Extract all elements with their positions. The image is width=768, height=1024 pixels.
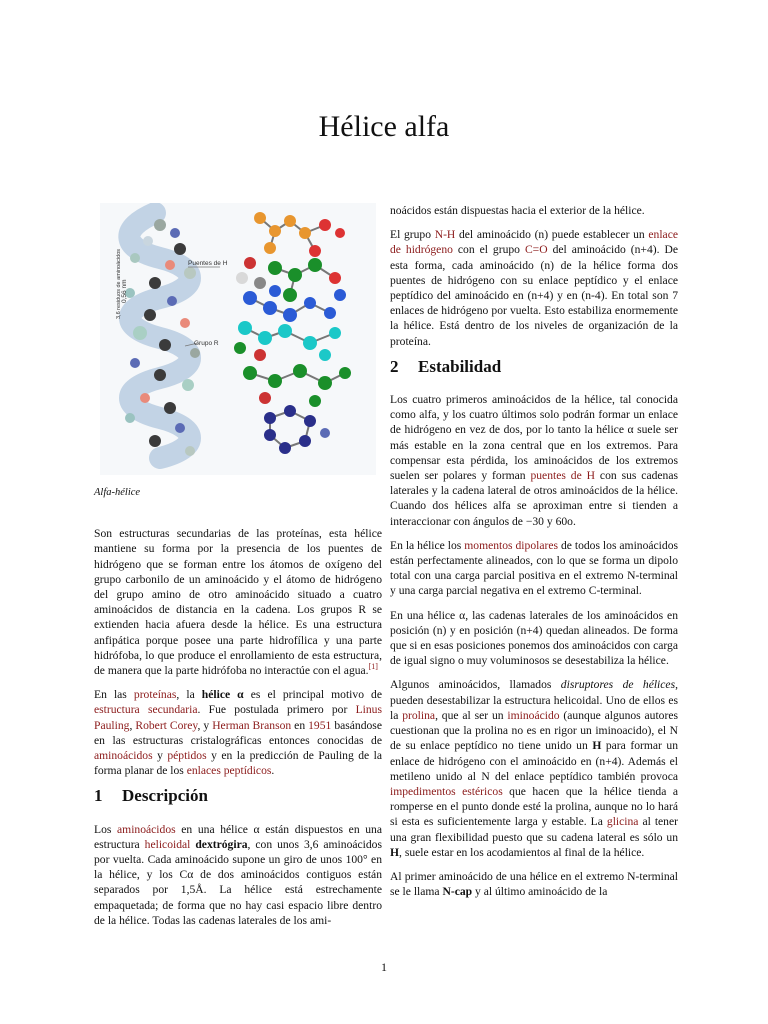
link-linus-pauling[interactable]: Linus Pauling: [94, 703, 382, 732]
alpha-helix-illustration: [100, 203, 376, 475]
page-title: Hélice alfa: [318, 110, 450, 143]
continuation-paragraph: noácidos están dispuestas hacia el exterior de la hélice.: [390, 204, 645, 217]
link-prolina[interactable]: prolina: [402, 708, 436, 722]
link-impedimentos-estericos[interactable]: impedimentos estéricos: [390, 784, 503, 798]
history-paragraph: En las proteínas, la hélice α es el principal motivo de estructura secundaria. Fue postulada primero por Linus Pauling, Robert Corey, y Herman Branson en 1951 basándose en las estructuras cristalográficas entonces conocidas de aminoácidos y péptidos y en la predicción de Pauling de la forma planar de los enlaces peptídicos.: [94, 688, 383, 778]
page-number: 1: [381, 960, 387, 974]
section-heading-estabilidad: 2 Estabilidad: [390, 356, 502, 376]
link-nh[interactable]: N-H: [434, 228, 456, 242]
hbond-paragraph: El grupo N-H del aminoácido (n) puede establecer un enlace de hidrógeno con el grupo C=O del aminoácido (n+4). De esta forma, cada aminoácido (n) de la hélice forma dos puentes de hidrógeno con su enlace peptídico y el enlace peptídico del aminoácido en (n+4) y en (n-4). En total son 7 enlaces de hidrógeno por vuelta. Esto estabiliza enormemente la hélice. Está dentro de los niveles de organización de la proteína.: [390, 228, 678, 348]
alpha-helix-figure: [100, 203, 376, 475]
right-column: [390, 203, 678, 908]
link-robert-corey[interactable]: Robert Corey: [135, 718, 198, 732]
link-aminoacidos[interactable]: aminoácidos: [94, 749, 153, 763]
link-1951[interactable]: 1951: [308, 718, 332, 732]
link-enlace-de-hidrogeno[interactable]: enlace de hidrógeno: [390, 228, 678, 257]
pitch-label: 0,56 nm: [121, 279, 128, 303]
link-puentes-de-h[interactable]: puentes de H: [530, 469, 596, 483]
reference-link[interactable]: [1]: [368, 662, 378, 672]
link-glicina[interactable]: glicina: [606, 815, 639, 829]
link-momentos-dipolares[interactable]: momentos dipolares: [464, 538, 559, 552]
residues-label: 3,6 residuos de aminoácidos: [116, 248, 122, 319]
link-enlaces-peptidicos[interactable]: enlaces peptídicos: [186, 764, 272, 778]
description-paragraph: Los aminoácidos en una hélice α están dispuestos en una estructura helicoidal dextrógira, con unos 3,6 aminoácidos por vuelta. Cada aminoácido supone un giro de unos 100° en la hélice, y los Cα de dos aminoácidos contiguos están separados por 1,5Å. La hélice está estrechamente empaquetada; de forma que no hay casi espacio libre dentro de la hélice. Todas las cadenas laterales de los ami-: [94, 822, 382, 927]
stability-paragraph-1: Los cuatro primeros aminoácidos de la hélice, tal conocida como alfa, y los cuatro últimos solo podrán formar un enlace de hidrógeno en vez de dos, por lo tanto la hélice α suele ser más estable en la zona central que en los extremos. Para compensar esta pérdida, los aminoácidos de los extremos suelen ser polares y forman puentes de H con sus cadenas laterales y la cadena lateral de otros aminoácidos de la hélice. Cuando dos hélices alfa se aproximan entre si tienden a interaccionar con ángulos de −30 y 60o.: [390, 393, 678, 528]
link-herman-branson[interactable]: Herman Branson: [212, 718, 292, 732]
hbonds-label: Puentes de H: [188, 260, 228, 267]
stability-paragraph-5: Al primer aminoácido de una hélice en el extremo N-terminal se le llama N-cap y al último aminoácido de la: [390, 869, 678, 899]
link-co[interactable]: C=O: [524, 243, 548, 257]
rgroup-label: Grupo R: [194, 340, 219, 347]
link-helicoidal[interactable]: helicoidal: [144, 837, 191, 851]
stability-paragraph-3: En una hélice α, las cadenas laterales de los aminoácidos en posición (n) y en posición (n+4) quedan alineados. De forma que si en esas posiciones ponemos dos aminoácidos con carga de igual signo o muy voluminosos se desestabiliza la hélice.: [390, 608, 678, 668]
figure-caption: Alfa-hélice: [94, 487, 141, 498]
link-proteinas[interactable]: proteínas: [133, 688, 177, 702]
link-iminoacido[interactable]: iminoácido: [507, 708, 560, 722]
left-column: [94, 203, 382, 937]
stability-paragraph-2: En la hélice los momentos dipolares de todos los aminoácidos están perfectamente alineados, con lo que se forma un dipolo total con una carga parcial positiva en el extremo N-terminal y una carga parcial negativa en el extremo C-terminal.: [390, 538, 679, 598]
link-aminoacidos-2[interactable]: aminoácidos: [117, 822, 176, 836]
link-peptidos[interactable]: péptidos: [167, 749, 207, 763]
stability-paragraph-4: Algunos aminoácidos, llamados disruptores de hélices, pueden desestabilizar la estructura helicoidal. Uno de ellos es la prolina, que al ser un iminoácido (aunque algunos autores cuestionan que la prolina no es en rigor un iminoacido), el N de su enlace peptídico no tiene unido un H para formar un enlace de hidrógeno con el aminoácido en (n+4). Además el metileno unido al N del enlace peptídico también provoca impedimentos estéricos que hacen que la hélice tienda a romperse en el punto donde esté la prolina, aunque no lo hará si esta es suficientemente larga y estable. La glicina al tener una gran flexibilidad puesto que su cadena lateral es sólo un H, suele estar en los acodamientos al final de la hélice.: [390, 678, 678, 859]
section-heading-descripcion: 1 Descripción: [94, 786, 208, 806]
intro-paragraph: Son estructuras secundarias de las proteínas, esta hélice mantiene su forma por la presencia de los puentes de hidrógeno que se forman entre los átomos de oxígeno del grupo carbonilo de un aminoácido y el átomo de hidrógeno del grupo amino de otro aminoácido situado a cuatro aminoácidos de distancia en la cadena. Los grupos R se extienden hacia afuera desde la hélice. Es una estructura anfipática porque posee una parte hidrofílica y una parte hidrófoba, lo que produce el enrollamiento de esta estructura, de manera que la parte hidrófoba no interactúe con el agua.[1]: [94, 527, 382, 678]
link-estructura-secundaria[interactable]: estructura secundaria: [94, 703, 198, 717]
